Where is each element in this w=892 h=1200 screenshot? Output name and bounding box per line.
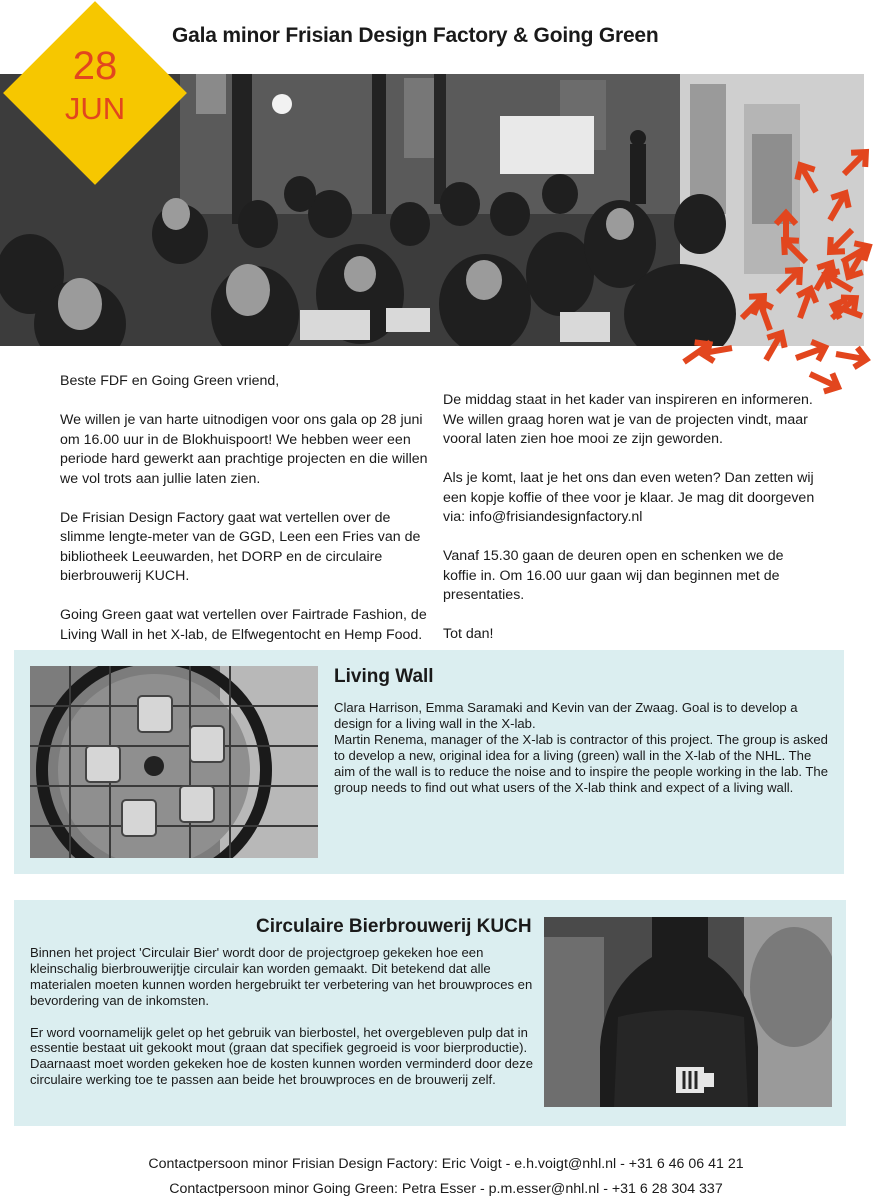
page-title: Gala minor Frisian Design Factory & Going Green [172, 24, 659, 47]
decorative-arrows-icon [666, 140, 892, 400]
living-wall-text [334, 700, 834, 795]
letter-paragraph: Going Green gaat wat vertellen over Fairtrade Fashion, de Living Wall in het X-lab, de Elfwegentocht en Hemp Food. [60, 607, 427, 643]
letter-greeting: Beste FDF en Going Green vriend, [60, 373, 280, 389]
kuch-title: Circulaire Bierbrouwerij KUCH [256, 916, 532, 937]
contact-going-green: Contactpersoon minor Going Green: Petra Esser - p.m.esser@nhl.nl - +31 6 28 304 337 [169, 1181, 723, 1197]
letter-paragraph: Als je komt, laat je het ons dan even weten? Dan zetten wij een kopje koffie of thee voor je klaar. Je mag dit doorgeven via: info@frisiandesignfactory.nl [443, 470, 815, 525]
kuch-photo [544, 917, 832, 1107]
living-wall-photo [30, 666, 318, 858]
kuch-paragraph: Er word voornamelijk gelet op het gebruik van bierbostel, het overgebleven pulp dat in essentie bestaat uit gekookt mout (graan dat specifiek gegroeid is voor bierproductie). Daarnaast moet worden gekeken hoe de kosten kunnen worden verminderd door deze circulaire werking toe te passen aan beide het brouwproces en de brouwerij zelf. [30, 1024, 533, 1088]
date-month: JUN [64, 91, 126, 126]
living-wall-paragraph: Clara Harrison, Emma Saramaki and Kevin van der Zwaag. Goal is to develop a design for a living wall in the X-lab. [334, 700, 798, 731]
date-day: 28 [72, 44, 118, 88]
letter-paragraph: Vanaf 15.30 gaan de deuren open en schenken we de koffie in. Om 16.00 uur gaan wij dan beginnen met de presentaties. [443, 548, 784, 603]
living-wall-paragraph: Martin Renema, manager of the X-lab is contractor of this project. The group is asked to develop a new, original idea for a living (green) wall in the X-lab of the NHL. The aim of the wall is to reduce the noise and to inspire the people working in the lab. The group needs to find out what users of the X-lab think and expect of a living wall. [334, 731, 828, 795]
letter-paragraph: We willen je van harte uitnodigen voor ons gala op 28 juni om 16.00 uur in de Blokhuispoort! We hebben weer een periode hard gewerkt aan prachtige projecten en die willen we vol trots aan jullie laten zien. [60, 412, 428, 487]
letter-right-column [443, 391, 815, 664]
date-badge [2, 0, 188, 186]
kuch-paragraph: Binnen het project 'Circulair Bier' wordt door de projectgroep gekeken hoe een kleinschalig bierbrouwerijtje circulair kan worden gemaakt. Dit betekend dat alle materialen moeten kunnen worden hergebruikt ter verbetering van het brouwproces en bevordering van de inkomsten. [30, 945, 533, 1008]
letter-left-column [60, 372, 432, 665]
letter-paragraph: De Frisian Design Factory gaat wat vertellen over de slimme lengte-meter van de GGD, Leen een Fries van de bibliotheek Leeuwarden, het DORP en de circulaire bierbrouwerij KUCH. [60, 509, 421, 584]
letter-closing: Tot dan! [443, 626, 494, 642]
letter-paragraph: De middag staat in het kader van inspireren en informeren. We willen graag horen wat je van de projecten vindt, maar vooral laten zien hoe mooi ze zijn geworden. [443, 392, 813, 447]
living-wall-title: Living Wall [334, 666, 434, 687]
contact-fdf: Contactpersoon minor Frisian Design Factory: Eric Voigt - e.h.voigt@nhl.nl - +31 6 46 06 41 21 [148, 1156, 744, 1172]
kuch-text [30, 945, 540, 1104]
